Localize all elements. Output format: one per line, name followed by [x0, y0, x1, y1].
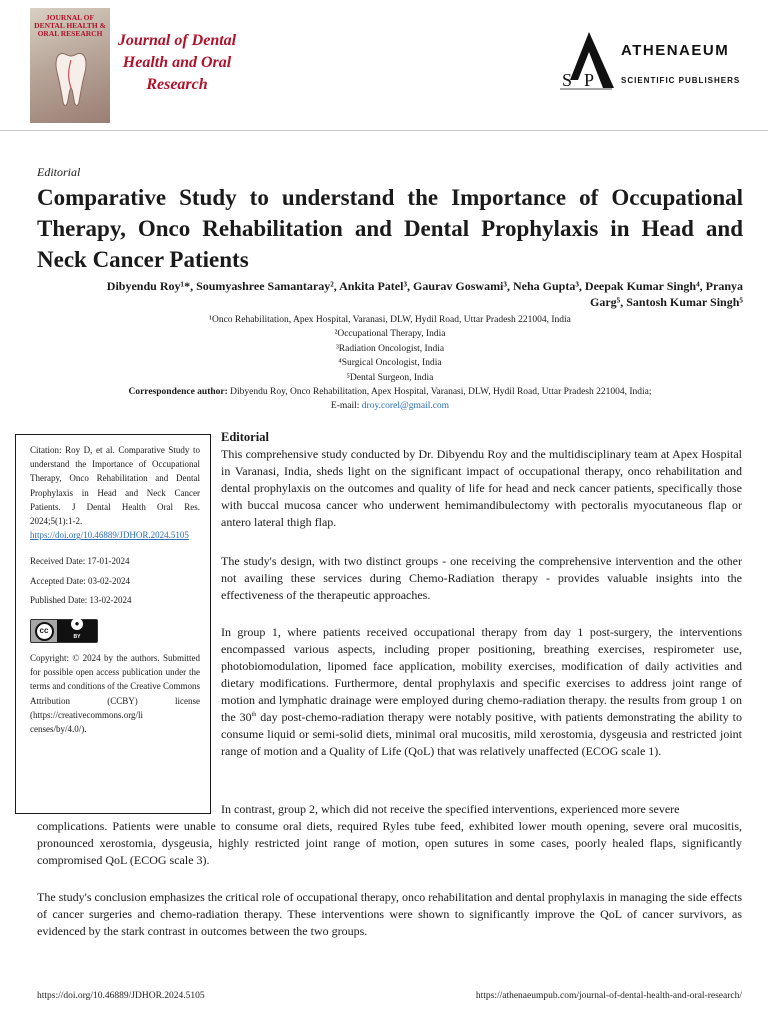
attribution-person-icon: ●: [71, 618, 83, 630]
affiliations: [37, 313, 743, 385]
publisher-subtitle: SCIENTIFIC PUBLISHERS: [621, 76, 741, 85]
correspondence: [37, 385, 743, 414]
citation-doi-link[interactable]: https://doi.org/10.46889/JDHOR.2024.5105: [30, 530, 189, 541]
journal-cover-image: [30, 8, 110, 123]
tooth-icon: [54, 50, 88, 110]
section-heading: Editorial: [221, 430, 269, 444]
cover-title: JOURNAL OF DENTAL HEALTH & ORAL RESEARCH: [34, 13, 106, 38]
cc-icon: cc: [35, 622, 54, 641]
affiliation-3: ³Radiation Oncologist, India: [335, 343, 445, 354]
article-dates: [30, 554, 200, 607]
cc-by-license-badge[interactable]: [30, 619, 98, 643]
affiliation-5: ⁵Dental Surgeon, India: [346, 372, 434, 383]
athenaeum-logo-icon: [556, 30, 616, 90]
correspondence-text: Dibyendu Roy, Onco Rehabilitation, Apex Hospital, Varanasi, DLW, Hydil Road, Uttar Pradesh 221004, India;: [227, 387, 652, 397]
affiliation-2: ²Occupational Therapy, India: [334, 329, 446, 340]
footer-journal-url[interactable]: https://athenaeumpub.com/journal-of-dental-health-and-oral-research/: [475, 991, 742, 1001]
paragraph-4-cont: complications. Patients were unable to consume oral diets, required Ryles tube feed, exhibited lower mouth opening, severe oral mucositis, pronounced xerostomia, dysgeusia, highly restricted joint range of motion, open sutures in some cases, poorly healed flaps, significantly compromised QoL (ECOG scale 3).: [37, 819, 742, 867]
paragraph-2: The study's design, with two distinct groups - one receiving the comprehensive intervention and the other not availing these services during Chemo-Radiation therapy - provides valuable insights into the effectiveness of the therapeutic approaches.: [221, 554, 742, 602]
citation-text: Citation: Roy D, et al. Comparative Study to understand the Importance of Occupational Therapy, Onco Rehabilitation and Dental Prophylaxis in Head and Neck Cancer Patients. J Dental Health Oral Res. 2024;5(1):1-2.: [30, 445, 200, 527]
copyright-text: Copyright: © 2024 by the authors. Submitted for possible open access publication under the terms and conditions of the Creative Commons Attribution (CCBY) license (https://creativecommons.org/li censes/by/4.0/).: [30, 653, 200, 735]
paragraph-5: The study's conclusion emphasizes the critical role of occupational therapy, onco rehabilitation and dental prophylaxis in managing the side effects of cancer surgeries and chemo-radiation therapy. These interventions were shown to significantly improve the QoL of cancer survivors, as evidenced by the stark contrast in outcomes between the two groups.: [37, 890, 742, 938]
author-list: [37, 278, 743, 310]
svg-text:P: P: [584, 70, 595, 90]
authors-line-2: Garg⁵, Santosh Kumar Singh⁵: [589, 295, 743, 309]
header-divider: [0, 130, 768, 131]
paragraph-1: This comprehensive study conducted by Dr. Dibyendu Roy and the multidisciplinary team at Apex Hospital in Varanasi, India, sheds light on the significant impact of occupational therapy, onco rehabilitation and dental prophylaxis on the outcomes and quality of life for head and neck cancer patients, specifically those with buccal mucosa cancer who underwent hemimandibulectomy with pectoralis myocutaneous flap or antero lateral thigh flap.: [221, 447, 742, 529]
publisher-name: ATHENAEUM: [621, 42, 730, 59]
correspondence-label: Correspondence author:: [128, 387, 228, 397]
email-label: E-mail:: [330, 401, 362, 412]
article-type: Editorial: [37, 165, 81, 179]
accepted-date: Accepted Date: 03-02-2024: [30, 575, 130, 586]
affiliation-4: ⁴Surgical Oncologist, India: [338, 358, 442, 369]
received-date: Received Date: 17-01-2024: [30, 556, 130, 567]
paragraph-4-start: In contrast, group 2, which did not receive the specified interventions, experienced more severe: [221, 802, 680, 816]
citation-sidebar: [15, 434, 211, 814]
email-link[interactable]: droy.corel@gmail.com: [361, 401, 450, 412]
published-date: Published Date: 13-02-2024: [30, 594, 132, 605]
paragraph-3: In group 1, where patients received occupational therapy from day 1 post-surgery, the interventions encompassed various aspects, including proper positioning, breathing exercises, respirometer use, photobiomodulation, lipomed face application, mobility exercises, modification of daily activities and dietary modifications. Furthermore, dental prophylaxis and specific exercises to address joint range of motion and lymphatic drainage were employed during chemo-radiation therapy. the results from group 1 on the 30th day post-chemo-radiation therapy were notably positive, with patients demonstrating the ability to consume liquid or semi-solid diets, minimal oral mucositis, mild xerostomia, dysgeusia and restricted joint range of motion and a Quality of Life (QoL) that was relatively unaffected (ECOG scale 1).: [221, 625, 742, 758]
journal-name: Journal of Dental Health and Oral Research: [117, 32, 237, 93]
by-label: BY: [73, 633, 81, 640]
article-title: Comparative Study to understand the Importance of Occupational Therapy, Onco Rehabilitation and Dental Prophylaxis in Head and Neck Cancer Patients: [37, 185, 743, 272]
affiliation-1: ¹Onco Rehabilitation, Apex Hospital, Varanasi, DLW, Hydil Road, Uttar Pradesh 221004, India: [209, 315, 571, 325]
authors-line-1: Dibyendu Roy¹*, Soumyashree Samantaray², Ankita Patel³, Gaurav Goswami³, Neha Gupta³, Deepak Kumar Singh⁴, Pranya: [106, 279, 743, 293]
svg-text:S: S: [562, 70, 573, 90]
footer-doi-link[interactable]: https://doi.org/10.46889/JDHOR.2024.5105: [37, 991, 205, 1001]
